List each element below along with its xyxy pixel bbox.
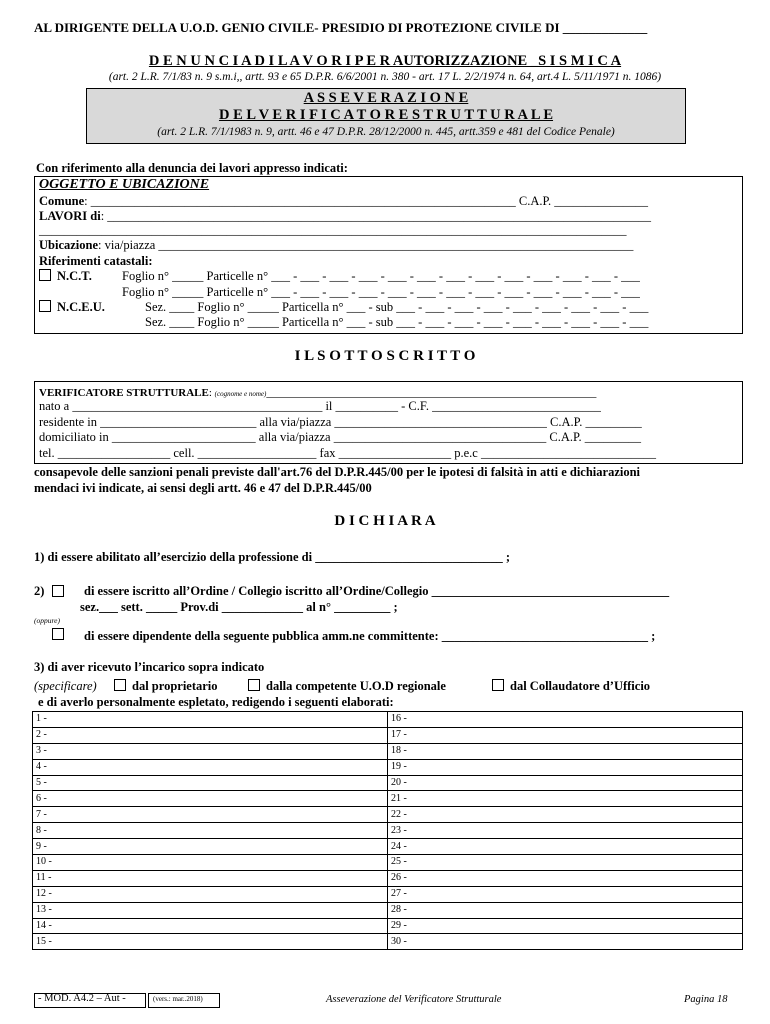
comune-label: Comune [39,194,85,208]
table-row [33,775,743,791]
ubicazione-field[interactable] [39,238,633,253]
asseverazione-banner [86,88,686,144]
verificatore-hint: (cognome e nome) [214,390,267,398]
lavori-line: : _______________________________________________________________________________________ [100,209,652,223]
table-row [33,934,743,950]
elaborato-cell[interactable]: 25 - [388,855,743,871]
sottoscritto-title: I L S O T T O S C R I T T O [294,348,476,364]
banner-title-1: A S S E V E R A Z I O N E [303,90,469,106]
nceu-row-2[interactable]: Sez. ____ Foglio n° _____ Particella n° ___ - sub ___ - ___ - ___ - ___ - ___ - ___ - ___ - ___ - ___ [145,315,649,329]
elaborato-cell[interactable]: 18 - [388,743,743,759]
oggetto-title: OGGETTO E UBICAZIONE [39,177,210,192]
option-proprietario[interactable] [114,679,218,694]
residente-field[interactable]: residente in _________________________ alla via/piazza __________________________________ C.A.P. _________ [39,415,642,429]
uod-label: dalla competente U.O.D regionale [266,679,446,693]
nceu-row-1[interactable]: Sez. ____ Foglio n° _____ Particella n° ___ - sub ___ - ___ - ___ - ___ - ___ - ___ - ___ - ___ - ___ [145,300,649,314]
elaborato-cell[interactable]: 4 - [33,759,388,775]
elaborato-cell[interactable]: 17 - [388,727,743,743]
version-label: (vers.: mar..2018) [153,995,203,1003]
elaborato-cell[interactable]: 13 - [33,902,388,918]
elaborato-cell[interactable]: 14 - [33,918,388,934]
nato-field[interactable]: nato a ________________________________________ il __________ - C.F. ___________________________ [39,399,601,413]
item-2-sezione[interactable]: sez.___ sett. _____ Prov.di _____________ al n° _________ ; [80,600,398,614]
elaborato-cell[interactable]: 12 - [33,886,388,902]
riferimenti-catastali: Riferimenti catastali: [39,254,153,268]
comune-line: : ____________________________________________________________________ C.A.P. _______________ [84,194,649,208]
option-collaudatore[interactable] [492,679,650,694]
footer-title: Asseverazione del Verificatore Strutturale [326,994,502,1005]
consapevole-line-2: mendaci ivi indicate, ai sensi degli artt. 46 e 47 del D.P.R.445/00 [34,481,372,495]
table-row [33,855,743,871]
elaborati-table [32,711,743,950]
uod-checkbox[interactable] [248,679,260,691]
item-2b-dipendente[interactable]: di essere dipendente della seguente pubblica amm.ne committente: _________________________________ ; [84,629,656,643]
nceu-option[interactable] [39,300,105,315]
elaborato-cell[interactable]: 19 - [388,759,743,775]
table-row [33,918,743,934]
specificare-label: (specificare) [34,679,97,693]
verificatore-field[interactable]: VERIFICATORE STRUTTURALE: (cognome e nome)_______________________________________________________ [39,385,597,399]
elaborato-cell[interactable]: 16 - [388,712,743,728]
page-number: Pagina 18 [684,994,728,1005]
nceu-checkbox[interactable] [39,300,51,312]
item-2b-checkbox[interactable] [52,628,64,640]
item-2-num: 2) [34,584,45,598]
nct-checkbox[interactable] [39,269,51,281]
item-1-abilitato[interactable]: 1) di essere abilitato all’esercizio della professione di ______________________________ ; [34,550,511,564]
addressee-line: AL DIRIGENTE DELLA U.O.D. GENIO CIVILE- PRESIDIO DI PROTEZIONE CIVILE DI _____________ [34,20,648,35]
table-row [33,727,743,743]
oppure-label: (oppure) [34,616,60,625]
table-row [33,886,743,902]
option-uod-regionale[interactable] [248,679,446,694]
banner-title-2: D E L V E R I F I C A T O R E S T R U T T U R A L E [218,107,554,123]
nct-row-2[interactable]: Foglio n° _____ Particelle n° ___ - ___ - ___ - ___ - ___ - ___ - ___ - ___ - ___ - ___ - ___ - ___ - ___ [122,285,640,299]
elaborato-cell[interactable]: 15 - [33,934,388,950]
comune-field[interactable] [39,194,648,209]
table-row [33,807,743,823]
lavori-continuation-line[interactable]: ______________________________________________________________________________________________ [39,223,627,237]
elaborato-cell[interactable]: 9 - [33,839,388,855]
proprietario-label: dal proprietario [132,679,218,693]
denuncia-reference: (art. 2 L.R. 7/1/83 n. 9 s.m.i,, artt. 93 e 65 D.P.R. 6/6/2001 n. 380 - art. 17 L. 2/2/1974 n. 64, art.4 L. 5/11/1971 n. 1086) [108,71,662,83]
verificatore-label: VERIFICATORE STRUTTURALE [39,387,209,399]
elaborato-cell[interactable]: 30 - [388,934,743,950]
elaborato-cell[interactable]: 2 - [33,727,388,743]
nceu-label: N.C.E.U. [57,300,105,314]
table-row [33,759,743,775]
elaborato-cell[interactable]: 26 - [388,870,743,886]
elaborato-cell[interactable]: 27 - [388,886,743,902]
lavori-label: LAVORI di [39,209,101,223]
table-row [33,839,743,855]
elaborato-cell[interactable]: 5 - [33,775,388,791]
nct-label: N.C.T. [57,269,92,283]
elaborato-cell[interactable]: 22 - [388,807,743,823]
item-2-checkbox[interactable] [52,585,64,597]
table-row [33,743,743,759]
table-row [33,870,743,886]
nct-row-1[interactable]: Foglio n° _____ Particelle n° ___ - ___ - ___ - ___ - ___ - ___ - ___ - ___ - ___ - ___ - ___ - ___ - ___ [122,269,640,283]
contatti-field[interactable]: tel. __________________ cell. ___________________ fax __________________ p.e.c ____________________________ [39,446,656,460]
elaborato-cell[interactable]: 8 - [33,823,388,839]
elaborato-cell[interactable]: 24 - [388,839,743,855]
table-row [33,791,743,807]
elaborato-cell[interactable]: 10 - [33,855,388,871]
table-row [33,823,743,839]
table-row [33,712,743,728]
banner-reference: (art. 2 L.R. 7/1/1983 n. 9, artt. 46 e 47 D.P.R. 28/12/2000 n. 445, artt.359 e 481 del Codice Penale) [157,126,615,138]
collaudatore-checkbox[interactable] [492,679,504,691]
ubicazione-line: : via/piazza ____________________________________________________________________________ [98,238,634,252]
elaborato-cell[interactable]: 23 - [388,823,743,839]
elaborato-cell[interactable]: 29 - [388,918,743,934]
elaborato-cell[interactable]: 7 - [33,807,388,823]
ubicazione-label: Ubicazione [39,238,99,252]
elaborato-cell[interactable]: 28 - [388,902,743,918]
consapevole-line-1: consapevole delle sanzioni penali previste dall'art.76 del D.P.R.445/00 per le ipotesi di falsità in atti e dichiarazioni [34,465,641,479]
elaborato-cell[interactable]: 21 - [388,791,743,807]
mod-code: - MOD. A4.2 – Aut - [38,993,126,1004]
verificatore-line: _______________________________________________________ [266,385,597,399]
item-3-options [34,679,97,694]
item-2-iscritto[interactable]: di essere iscritto all’Ordine / Collegio iscritto all’Ordine/Collegio ______________________________________ [84,584,670,598]
elaborato-cell[interactable]: 11 - [33,870,388,886]
elaborato-cell[interactable]: 3 - [33,743,388,759]
nct-option[interactable] [39,269,92,284]
table-row [33,902,743,918]
item-3-elaborati: e di averlo personalmente espletato, redigendo i seguenti elaborati: [38,695,394,709]
collaudatore-label: dal Collaudatore d’Ufficio [510,679,651,693]
dichiara-title: D I C H I A R A [334,513,436,529]
intro-text: Con riferimento alla denuncia dei lavori appresso indicati: [36,161,348,175]
elaborato-cell[interactable]: 6 - [33,791,388,807]
elaborato-cell[interactable]: 1 - [33,712,388,728]
denuncia-title: D E N U N C I A D I L A V O R I P E R AUTORIZZAZIONE _S I S M I C A [148,53,622,69]
lavori-field[interactable] [39,209,651,224]
elaborato-cell[interactable]: 20 - [388,775,743,791]
domiciliato-field[interactable]: domiciliato in _______________________ alla via/piazza __________________________________ C.A.P. _________ [39,430,642,444]
item-3-incarico: 3) di aver ricevuto l’incarico sopra indicato [34,660,265,674]
proprietario-checkbox[interactable] [114,679,126,691]
